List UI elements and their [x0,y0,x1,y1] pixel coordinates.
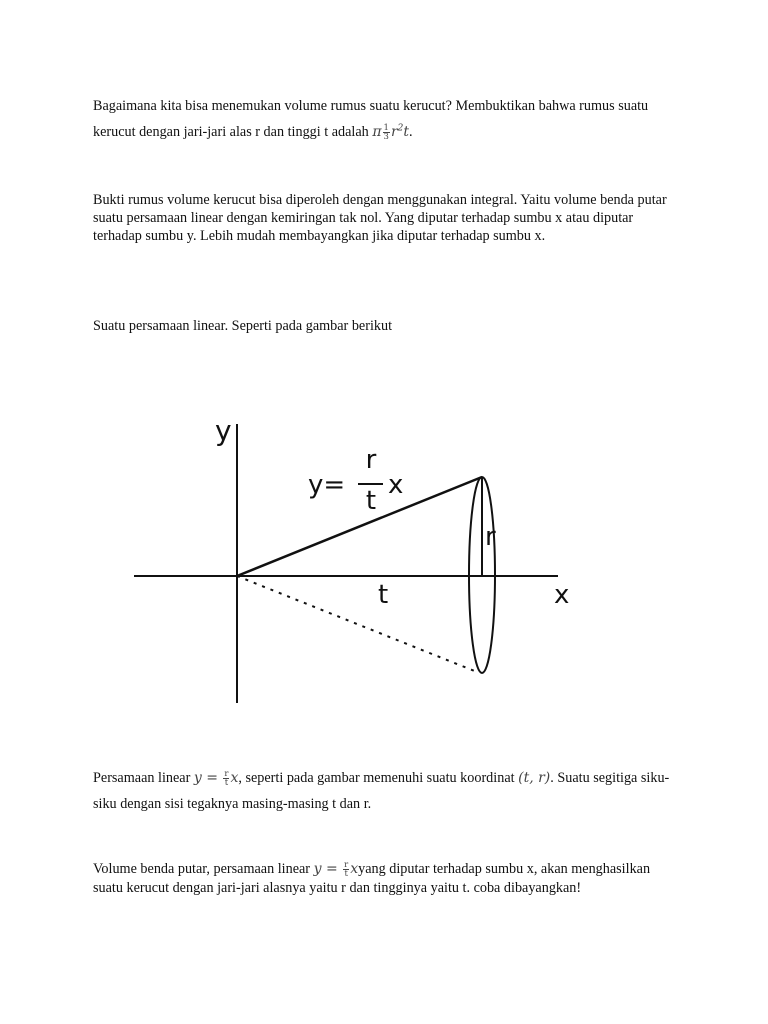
coordinate-point: (t, r) [518,770,551,786]
formula-pi: π [372,124,382,140]
y-axis-label: y [215,414,232,447]
intro-text: Bagaimana kita bisa menemukan volume rumus suatu kerucut? Membuktikan bahwa rumus suatu kerucut dengan jari-jari alas r dan tinggi t adalah [93,98,649,140]
equation-denominator: t [344,868,348,879]
x-axis-label: x [554,580,570,610]
formula-t: t [403,124,410,140]
equation-variable: x [230,770,239,786]
equation-numerator: r [344,859,349,870]
volume-text-start: Volume benda putar, persamaan linear [93,861,314,877]
equation-prefix: y= [308,470,346,500]
height-label: t [378,580,389,610]
coordinate-text-start: Persamaan linear [93,770,194,786]
equation-numerator: r [365,445,377,475]
equation-lhs: y = [193,770,223,786]
coordinate-text-end: . Suatu segitiga siku-siku dengan sisi tegaknya masing-masing t dan r. [93,770,670,812]
formula-r: r [390,124,398,140]
equation-variable: x [388,470,404,500]
radius-label: r [485,522,496,552]
formula-denominator: 3 [383,131,389,142]
linear-equation-inline [314,861,359,877]
formula-fraction [383,124,390,141]
formula-numerator: 1 [383,122,389,133]
line-equation-label [308,445,403,516]
coordinate-paragraph [93,765,683,817]
volume-text-end: yang diputar terhadap sumbu x, akan menghasilkan suatu kerucut dengan jari-jari alasnya yaitu r dan tingginya yaitu t. coba dibayangkan! [93,861,651,896]
intro-paragraph [93,93,683,145]
cone-diagram [120,400,590,720]
equation-lhs: y = [313,861,343,877]
formula-exponent: 2 [397,123,404,134]
linear-equation-inline [194,770,239,786]
cone-volume-formula [372,124,409,140]
equation-fraction [343,861,349,878]
equation-denominator: t [224,777,229,788]
equation-denominator: t [365,486,377,516]
equation-numerator: r [224,768,229,779]
reflected-dotted-line [237,576,477,672]
volume-paragraph [93,860,683,898]
figure-caption-paragraph: Suatu persamaan linear. Seperti pada gambar berikut [93,318,393,334]
equation-variable: x [350,861,359,877]
coordinate-text-middle: , seperti pada gambar memenuhi suatu koordinat [238,770,519,786]
intro-period: . [409,124,413,140]
equation-fraction [223,770,229,787]
linear-function-line [237,477,482,576]
proof-paragraph: Bukti rumus volume kerucut bisa diperoleh dengan menggunakan integral. Yaitu volume benda putar suatu persamaan linear dengan kemiringan tak nol. Yang diputar terhadap sumbu x atau diputar terhadap sumbu y. Lebih mudah membayangkan jika diputar terhadap sumbu x. [93,192,667,244]
